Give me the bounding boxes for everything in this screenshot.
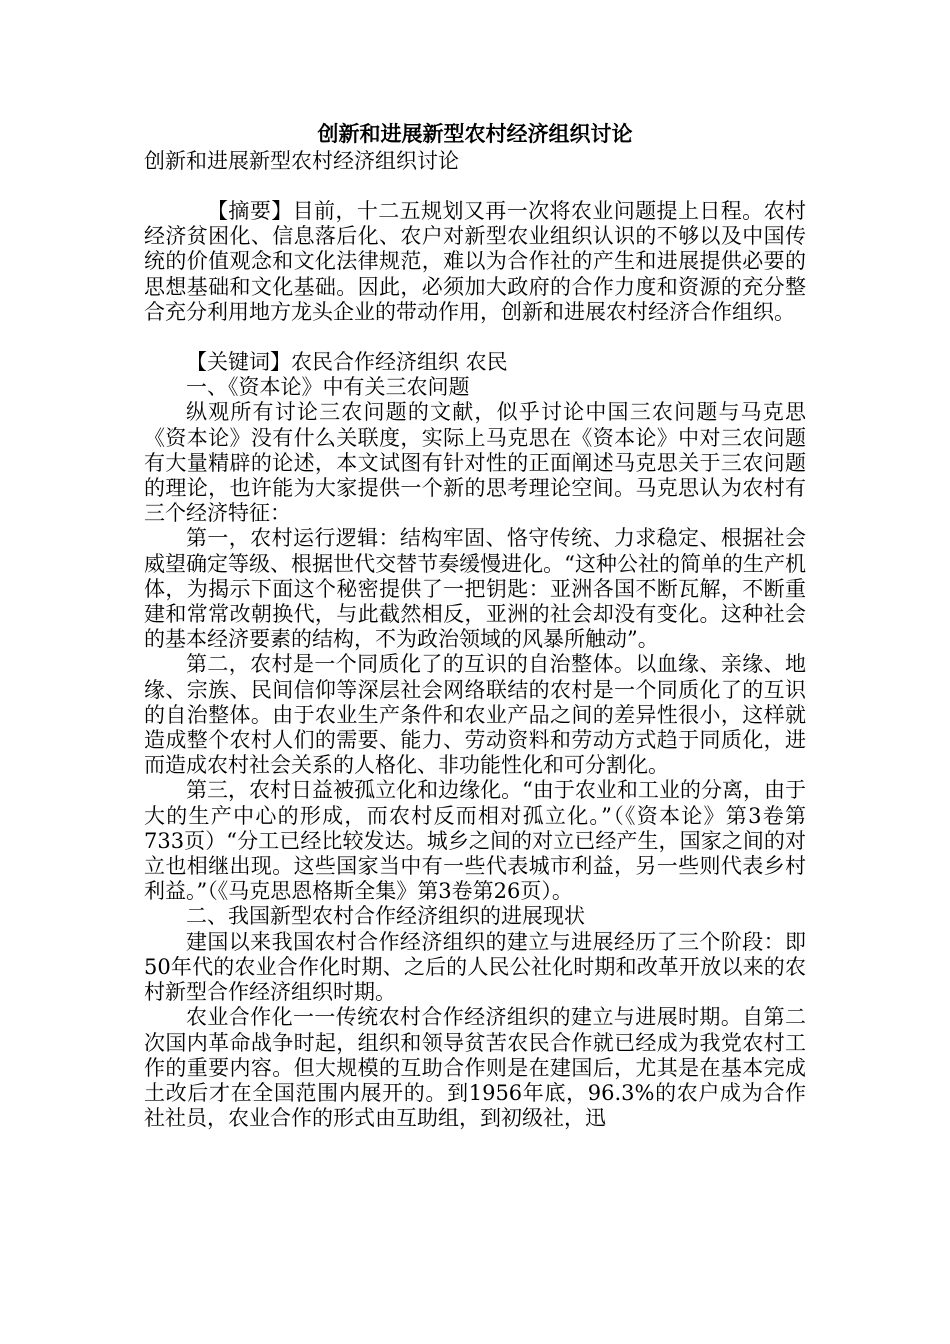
document-body bbox=[144, 120, 806, 1131]
abstract-paragraph: 【摘要】目前，十二五规划又再一次将农业问题提上日程。农村经济贫困化、信息落后化、农户对新型农业组织认识的不够以及中国传统的价值观念和文化法律规范，难以为合作社的产生和进展提供必要的思想基础和文化基础。因此，必须加大政府的合作力度和资源的充分整合充分利用地方龙头企业的带动作用，创新和进展农村经济合作组织。 bbox=[144, 199, 806, 324]
body-paragraph-5: 建国以来我国农村合作经济组织的建立与进展经历了三个阶段：即50年代的农业合作化时期、之后的人民公社化时期和改革开放以来的农村新型合作经济组织时期。 bbox=[144, 929, 806, 1005]
section-heading-1: 一、《资本论》中有关三农问题 bbox=[186, 375, 470, 400]
body-paragraph-1: 纵观所有讨论三农问题的文献，似乎讨论中国三农问题与马克思《资本论》没有什么关联度，实际上马克思在《资本论》中对三农问题有大量精辟的论述，本文试图有针对性的正面阐述马克思关于三农问题的理论，也许能为大家提供一个新的思考理论空间。马克思认为农村有三个经济特征： bbox=[144, 400, 806, 526]
body-paragraph-3: 第二，农村是一个同质化了的互识的自治整体。以血缘、亲缘、地缘、宗族、民间信仰等深层社会网络联结的农村是一个同质化了的互识的自治整体。由于农业生产条件和农业产品之间的差异性很小，这样就造成整个农村人们的需要、能力、劳动资料和劳动方式趋于同质化，进而造成农村社会关系的人格化、非功能性化和可分割化。 bbox=[144, 652, 806, 778]
body-paragraph-2: 第一，农村运行逻辑：结构牢固、恪守传统、力求稳定、根据社会威望确定等级、根据世代交替节奏缓慢进化。“这种公社的简单的生产机体，为揭示下面这个秘密提供了一把钥匙：亚洲各国不断瓦解，不断重建和常常改朝换代，与此截然相反，亚洲的社会却没有变化。这种社会的基本经济要素的结构，不为政治领域的风暴所触动”。 bbox=[144, 526, 806, 652]
keywords-line: 【关键词】农民合作经济组织 农民 bbox=[186, 350, 508, 375]
body-paragraph-4: 第三，农村日益被孤立化和边缘化。“由于农业和工业的分离，由于大的生产中心的形成，而农村反而相对孤立化。”（《资本论》第3卷第733页）“分工已经比较发达。城乡之间的对立已经产生，国家之间的对立也相继出现。这些国家当中有一些代表城市利益，另一些则代表乡村利益。”（《马克思恩格斯全集》第3卷第26页）。 bbox=[144, 778, 806, 904]
document-subtitle: 创新和进展新型农村经济组织讨论 bbox=[144, 149, 459, 173]
document-title: 创新和进展新型农村经济组织讨论 bbox=[317, 121, 633, 146]
section-heading-2: 二、我国新型农村合作经济组织的进展现状 bbox=[186, 904, 585, 929]
body-paragraph-6: 农业合作化一一传统农村合作经济组织的建立与进展时期。自第二次国内革命战争时起，组织和领导贫苦农民合作就已经成为我党农村工作的重要内容。但大规模的互助合作则是在建国后，尤其是在基本完成土改后才在全国范围内展开的。到1956年底，96.3%的农户成为合作社社员，农业合作的形式由互助组，到初级社，迅 bbox=[144, 1005, 806, 1131]
